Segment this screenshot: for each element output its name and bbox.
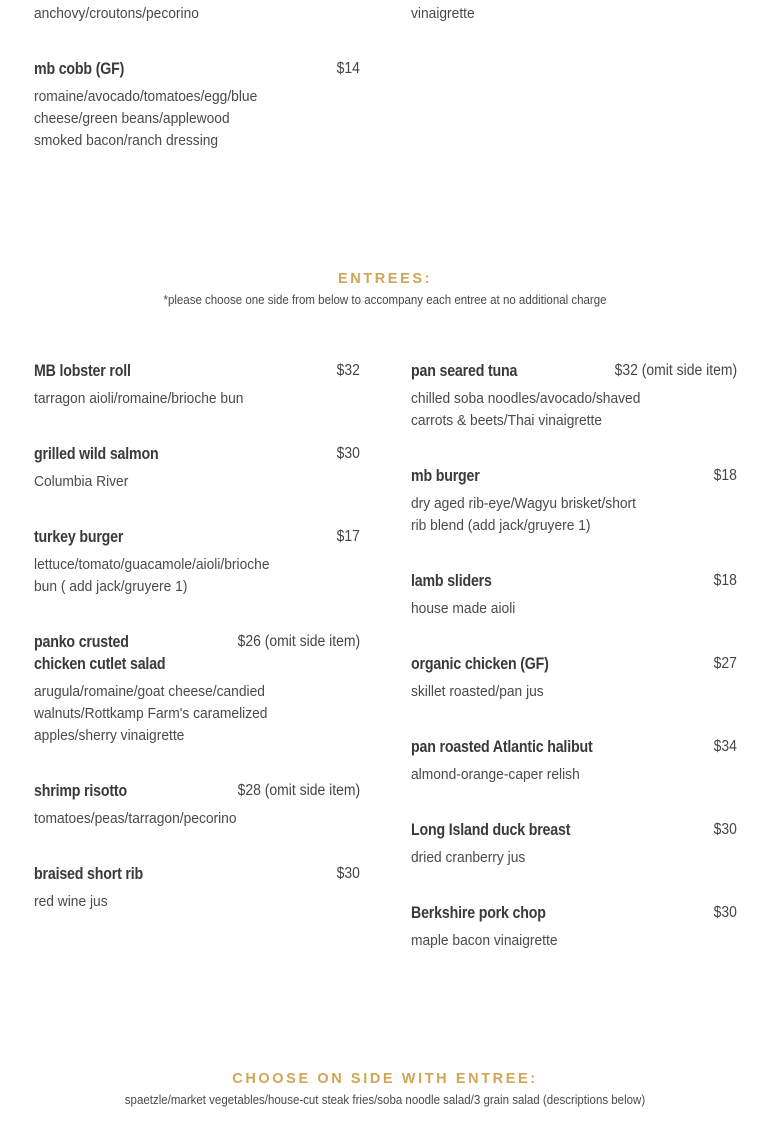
item-price: $30 xyxy=(336,445,360,462)
salad-desc-fragment: anchovy/croutons/pecorino xyxy=(34,5,199,22)
item-name: shrimp risotto xyxy=(34,782,127,800)
item-price: $14 xyxy=(336,60,360,77)
item-price: $26 (omit side item) xyxy=(237,633,360,650)
entrees-note: *please choose one side from below to accompany each entree at no additional charge xyxy=(163,293,607,307)
item-name: braised short rib xyxy=(34,865,144,883)
item-description: arugula/romaine/goat cheese/candied walnuts/Rottkamp Farm's caramelized apples/sherry vinaigrette xyxy=(34,683,268,744)
salad-desc-fragment-right: vinaigrette xyxy=(411,5,475,22)
item-description: chilled soba noodles/avocado/shaved carrots & beets/Thai vinaigrette xyxy=(411,390,641,429)
entrees-heading: ENTREES: xyxy=(337,271,433,287)
item-name: Long Island duck breast xyxy=(411,821,571,839)
item-price: $30 xyxy=(713,904,737,921)
item-name: pan seared tuna xyxy=(411,362,518,380)
item-price: $28 (omit side item) xyxy=(237,782,360,799)
item-price: $30 xyxy=(336,865,360,882)
item-price: $32 (omit side item) xyxy=(614,362,737,379)
item-name: organic chicken (GF) xyxy=(411,655,549,673)
item-description: romaine/avocado/tomatoes/egg/blue cheese/green beans/applewood smoked bacon/ranch dressing xyxy=(34,88,258,149)
item-name: turkey burger xyxy=(34,528,124,546)
item-price: $17 xyxy=(336,528,360,545)
item-description: tomatoes/peas/tarragon/pecorino xyxy=(34,810,237,827)
item-description: skillet roasted/pan jus xyxy=(411,683,544,700)
item-name: Berkshire pork chop xyxy=(411,904,546,922)
item-price: $27 xyxy=(713,655,737,672)
item-price: $18 xyxy=(713,467,737,484)
item-name: grilled wild salmon xyxy=(34,445,159,463)
item-price: $34 xyxy=(713,738,737,755)
item-price: $18 xyxy=(713,572,737,589)
item-description: red wine jus xyxy=(34,893,108,910)
item-description: lettuce/tomato/guacamole/aioli/brioche bun ( add jack/gruyere 1) xyxy=(34,556,270,595)
item-description: tarragon aioli/romaine/brioche bun xyxy=(34,390,244,407)
item-name: panko crusted chicken cutlet salad xyxy=(34,633,166,673)
item-name: pan roasted Atlantic halibut xyxy=(411,738,593,756)
item-name: mb burger xyxy=(411,467,480,485)
item-description: maple bacon vinaigrette xyxy=(411,932,558,949)
item-description: house made aioli xyxy=(411,600,516,617)
sides-heading: CHOOSE ON SIDE WITH ENTREE: xyxy=(232,1071,538,1087)
item-price: $32 xyxy=(336,362,360,379)
item-price: $30 xyxy=(713,821,737,838)
item-name: mb cobb (GF) xyxy=(34,60,125,78)
item-description: almond-orange-caper relish xyxy=(411,766,580,783)
sides-note: spaetzle/market vegetables/house-cut steak fries/soba noodle salad/3 grain salad (descriptions below) xyxy=(124,1093,646,1107)
item-description: dry aged rib-eye/Wagyu brisket/short rib blend (add jack/gruyere 1) xyxy=(411,495,636,534)
item-description: dried cranberry jus xyxy=(411,849,526,866)
item-description: Columbia River xyxy=(34,473,129,490)
item-name: MB lobster roll xyxy=(34,362,131,380)
item-name: lamb sliders xyxy=(411,572,492,590)
